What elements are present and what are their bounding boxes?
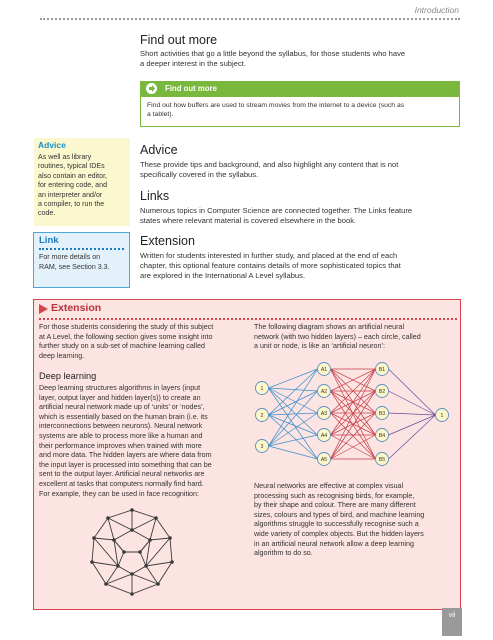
svg-text:B1: B1 bbox=[378, 367, 386, 373]
advice-line: code. bbox=[38, 209, 56, 218]
svg-text:B5: B5 bbox=[378, 457, 386, 463]
text-line: by their shape and colour. There are many different bbox=[254, 501, 416, 510]
text-line: which is essentially based on the human brain (i.e. its bbox=[39, 412, 208, 421]
input-node bbox=[256, 382, 269, 395]
text-line: algorithms struggle to successfully recognise such a bbox=[254, 520, 419, 529]
network-intro bbox=[254, 323, 458, 352]
hidden-node-a bbox=[318, 363, 331, 376]
deep-learning-heading: Deep learning bbox=[39, 371, 97, 381]
text-line: further study on a sub-set of machine learning called bbox=[39, 342, 205, 351]
hidden-node-b bbox=[376, 429, 389, 442]
svg-text:B4: B4 bbox=[378, 433, 386, 439]
svg-text:A5: A5 bbox=[320, 457, 328, 463]
advice-sidebar-title: Advice bbox=[38, 140, 66, 150]
connection-input-to-a bbox=[269, 388, 318, 391]
svg-text:3: 3 bbox=[260, 444, 264, 450]
extension-panel-title: Extension bbox=[51, 302, 102, 314]
text-line: sent to the output layer. Artificial neural networks are bbox=[39, 470, 205, 479]
text-line: For example, they can be used in face recognition: bbox=[39, 489, 199, 498]
text-line: For those students considering the study of this subject bbox=[39, 323, 214, 331]
hidden-node-a bbox=[318, 385, 331, 398]
svg-text:A1: A1 bbox=[320, 367, 328, 373]
header-dotted-rule bbox=[40, 18, 460, 20]
network-explanation bbox=[254, 482, 458, 559]
connection-input-to-a bbox=[269, 413, 318, 415]
advice-text-1: These provide tips and background, and also highlight any content that is not bbox=[140, 160, 399, 169]
links-text-1: Numerous topics in Computer Science are connected together. The Links feature bbox=[140, 206, 413, 215]
link-sidebar-text bbox=[39, 253, 127, 272]
find-out-more-text-1: Short activities that go a little beyond the syllabus, for those students who have bbox=[140, 49, 406, 58]
text-line: in an artificial neural network allow a deep learning bbox=[254, 539, 414, 548]
text-line: and more data. The hidden layers are where data from bbox=[39, 451, 212, 460]
text-line: algorithm to do so. bbox=[254, 549, 313, 558]
svg-text:B3: B3 bbox=[378, 411, 386, 417]
extension-intro bbox=[39, 323, 247, 361]
text-line: deep learning. bbox=[39, 351, 85, 360]
find-out-more-bar: Find out more bbox=[140, 81, 460, 97]
hidden-node-a bbox=[318, 453, 331, 466]
advice-line: an interpreter and/or bbox=[38, 190, 103, 199]
connection-b-to-output bbox=[389, 413, 436, 415]
connection-input-to-a bbox=[269, 369, 318, 388]
connection-input-to-a bbox=[269, 369, 318, 446]
text-line: interconnections between neurons). Neural network bbox=[39, 422, 203, 431]
input-node bbox=[256, 440, 269, 453]
extension-text-1: Written for students interested in further study, and placed at the end of each bbox=[140, 251, 398, 260]
svg-text:1: 1 bbox=[260, 386, 264, 392]
deep-learning-text bbox=[39, 384, 249, 499]
connection-b-to-output bbox=[389, 415, 436, 459]
face-network-illustration bbox=[78, 504, 186, 600]
hidden-node-b bbox=[376, 363, 389, 376]
link-line: RAM, see Section 3.3. bbox=[39, 262, 110, 271]
text-line: Neural networks are effective at complex visual bbox=[254, 482, 404, 490]
hidden-node-a bbox=[318, 407, 331, 420]
text-line: network (with two hidden layers) – each circle, called bbox=[254, 332, 421, 341]
text-line: sizes, colours and types of bird, and machine learning bbox=[254, 510, 425, 519]
link-sidebar-title: Link bbox=[39, 235, 59, 246]
connection-input-to-a bbox=[269, 388, 318, 459]
hidden-node-b bbox=[376, 407, 389, 420]
link-line: For more details on bbox=[39, 253, 101, 261]
svg-text:2: 2 bbox=[260, 413, 264, 419]
advice-text-2: specifically covered in the syllabus. bbox=[140, 170, 259, 179]
text-line: a unit or node, is like an ‘artificial neuron’: bbox=[254, 342, 385, 351]
extension-heading: Extension bbox=[140, 234, 195, 248]
page-number: vii bbox=[442, 608, 462, 636]
svg-text:A2: A2 bbox=[320, 389, 328, 395]
hidden-node-b bbox=[376, 385, 389, 398]
text-line: systems are able to process more like a human and bbox=[39, 431, 203, 440]
find-out-more-text-2: a deeper interest in the subject. bbox=[140, 59, 246, 68]
hidden-node-b bbox=[376, 453, 389, 466]
neural-network-diagram bbox=[250, 360, 458, 476]
advice-sidebar-text bbox=[38, 153, 128, 219]
text-line: Deep learning structures algorithms in layers (input bbox=[39, 384, 201, 392]
find-out-more-box-line-1: Find out how buffers are used to stream movies from the internet to a device (such as bbox=[147, 102, 405, 109]
text-line: the input layer is processed into something that can be bbox=[39, 460, 212, 469]
link-dotted-rule bbox=[39, 248, 124, 250]
input-node bbox=[256, 409, 269, 422]
advice-line: a compiler, to run the bbox=[38, 200, 105, 209]
find-out-more-box bbox=[140, 97, 460, 127]
arrow-right-icon bbox=[39, 304, 48, 314]
svg-text:A3: A3 bbox=[320, 411, 328, 417]
extension-text-3: are explored in the International A Level syllabus. bbox=[140, 271, 306, 280]
advice-line: routines, typical IDEs bbox=[38, 162, 105, 171]
svg-text:B2: B2 bbox=[378, 389, 386, 395]
text-line: wide variety of complex objects. But the hidden layers bbox=[254, 529, 424, 538]
connection-b-to-output bbox=[389, 369, 436, 415]
advice-line: for entering code, and bbox=[38, 181, 108, 190]
advice-line: As well as library bbox=[38, 153, 92, 161]
connection-b-to-output bbox=[389, 415, 436, 435]
svg-text:A4: A4 bbox=[320, 433, 328, 439]
advice-line: also contain an editor, bbox=[38, 171, 108, 180]
running-header: Introduction bbox=[414, 5, 459, 15]
text-line: processing such as recognising birds, for example, bbox=[254, 491, 415, 500]
extension-dotted-rule bbox=[39, 318, 457, 320]
text-line: artificial neural network made up of ‘units’ or ‘nodes’, bbox=[39, 403, 205, 412]
text-line: layer, output layer and hidden layer(s)) to create an bbox=[39, 393, 201, 402]
extension-text-2: chapter, this optional feature contains details of more sophisticated topics that bbox=[140, 261, 401, 270]
output-node bbox=[436, 409, 449, 422]
advice-heading: Advice bbox=[140, 143, 178, 157]
links-heading: Links bbox=[140, 189, 170, 203]
connection-b-to-output bbox=[389, 391, 436, 415]
text-line: The following diagram shows an artificial neural bbox=[254, 323, 405, 331]
svg-text:1: 1 bbox=[440, 413, 444, 419]
text-line: their performance improves when trained with more bbox=[39, 441, 202, 450]
text-line: at A Level, the following section gives some insight into bbox=[39, 332, 213, 341]
links-text-2: states where relevant material is covered elsewhere in the book. bbox=[140, 216, 357, 225]
arrow-right-icon bbox=[146, 83, 157, 94]
hidden-node-a bbox=[318, 429, 331, 442]
find-out-more-heading: Find out more bbox=[140, 33, 218, 47]
text-line: excellent at tasks that computers normally find hard. bbox=[39, 479, 204, 488]
find-out-more-box-line-2: a tablet). bbox=[147, 111, 174, 118]
